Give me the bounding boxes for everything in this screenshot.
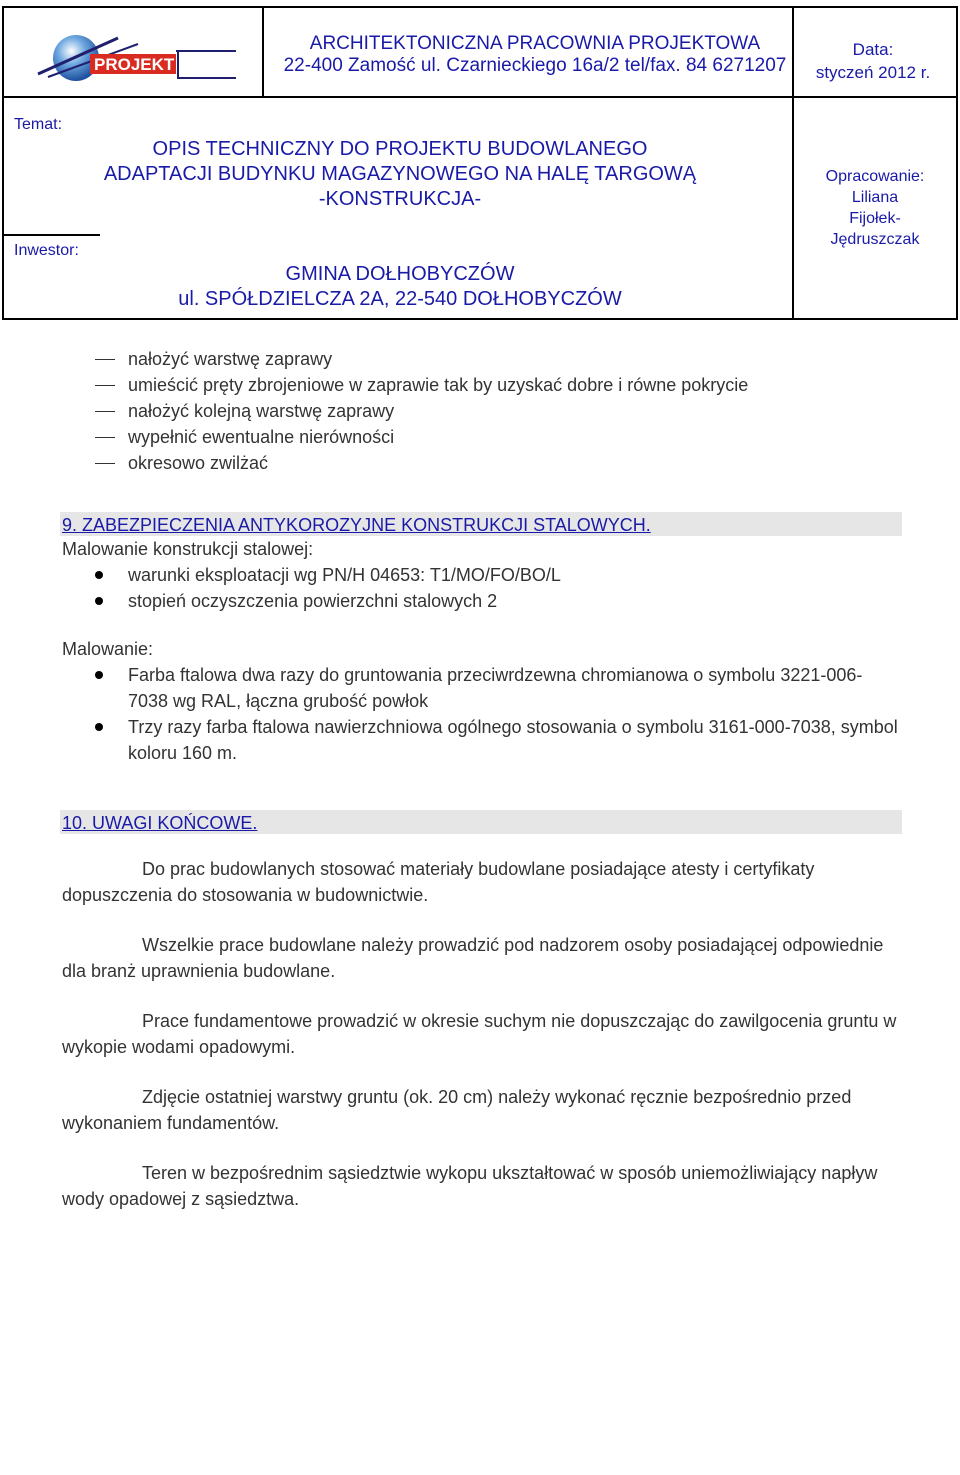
investor-info: [90, 262, 710, 312]
list-item-text: stopień oczyszczenia powierzchni stalowych 2: [128, 591, 498, 611]
malowanie-label: Malowanie:: [62, 639, 154, 659]
divider: [4, 96, 956, 98]
list-item-text: nałożyć warstwę zaprawy: [128, 349, 333, 369]
bullet-marker: [95, 671, 103, 679]
logo-text: PROJEKT: [94, 55, 175, 74]
document-body: [62, 346, 902, 1212]
dash-marker: [95, 385, 115, 386]
dash-list: [62, 346, 902, 476]
date-label: Data:: [852, 40, 894, 59]
author-label: Opracowanie:: [825, 168, 925, 185]
title-line-3: -KONSTRUKCJA-: [318, 188, 482, 210]
bullet-marker: [95, 723, 103, 731]
paragraph: Zdjęcie ostatniej warstwy gruntu (ok. 20 cm) należy wykonać ręcznie bezpośrednio przed wykonaniem fundamentów.: [62, 1087, 852, 1133]
list-item: [62, 714, 902, 766]
list-item: [62, 450, 902, 476]
title-line-1: OPIS TECHNICZNY DO PROJEKTU BUDOWLANEGO: [152, 138, 648, 160]
list-item-text: Trzy razy farba ftalowa nawierzchniowa ogólnego stosowania o symbolu 3161-000-7038, symbol koloru 160 m.: [128, 717, 898, 763]
firm-address: 22-400 Zamość ul. Czarnieckiego 16a/2 tel/fax. 84 6271207: [283, 55, 787, 76]
list-item: [62, 588, 902, 614]
dash-marker: [95, 359, 115, 360]
author-line-1: Liliana: [851, 189, 899, 206]
firm-name: ARCHITEKTONICZNA PRACOWNIA PROJEKTOWA: [309, 33, 761, 54]
bullet-marker: [95, 597, 103, 605]
section-9-heading: 9. ZABEZPIECZENIA ANTYKOROZYJNE KONSTRUKCJI STALOWYCH.: [60, 512, 902, 536]
document-title: [20, 137, 780, 212]
paragraph: Teren w bezpośrednim sąsiedztwie wykopu ukształtować w sposób uniemożliwiający napływ wody opadowej z sąsiedztwa.: [62, 1163, 878, 1209]
list-item-text: Farba ftalowa dwa razy do gruntowania przeciwrdzewna chromianowa o symbolu 3221-006-7038 wg RAL, łączna grubość powłok: [128, 665, 863, 711]
author-block: [792, 166, 958, 250]
list-item: [62, 398, 902, 424]
list-item: [62, 424, 902, 450]
bullet-list-2: [62, 662, 902, 766]
dash-marker: [95, 411, 115, 412]
list-item-text: okresowo zwilżać: [128, 453, 269, 473]
bullet-list-1: [62, 562, 902, 614]
divider: [4, 234, 100, 236]
section-10-heading: 10. UWAGI KOŃCOWE.: [60, 810, 902, 834]
firm-info: [280, 33, 790, 77]
list-item-text: umieścić pręty zbrojeniowe w zaprawie tak by uzyskać dobre i równe pokrycie: [128, 375, 749, 395]
section-9-intro: Malowanie konstrukcji stalowej:: [62, 539, 314, 559]
list-item: [62, 562, 902, 588]
list-item: [62, 372, 902, 398]
paragraph: Do prac budowlanych stosować materiały budowlane posiadające atesty i certyfikaty dopuszczenia do stosowania w budownictwie.: [62, 859, 815, 905]
investor-name: GMINA DOŁHOBYCZÓW: [285, 263, 515, 285]
title-line-2: ADAPTACJI BUDYNKU MAGAZYNOWEGO NA HALĘ TARGOWĄ: [103, 163, 697, 185]
list-item-text: warunki eksploatacji wg PN/H 04653: T1/MO/FO/BO/L: [128, 565, 561, 585]
list-item: [62, 662, 902, 714]
dash-marker: [95, 463, 115, 464]
author-line-2: Fijołek-: [849, 210, 901, 227]
temat-label: Temat:: [14, 116, 63, 133]
inwestor-label: Inwestor:: [14, 242, 79, 259]
dash-marker: [95, 437, 115, 438]
investor-address: ul. SPÓŁDZIELCZA 2A, 22-540 DOŁHOBYCZÓW: [178, 288, 622, 310]
list-item-text: wypełnić ewentualne nierówności: [128, 427, 395, 447]
date-value: styczeń 2012 r.: [815, 63, 931, 82]
list-item-text: nałożyć kolejną warstwę zaprawy: [128, 401, 395, 421]
company-logo: [28, 32, 264, 84]
bullet-marker: [95, 571, 103, 579]
paragraph: Wszelkie prace budowlane należy prowadzić pod nadzorem osoby posiadającej odpowiednie dla branż uprawnienia budowlane.: [62, 935, 884, 981]
paragraph: Prace fundamentowe prowadzić w okresie suchym nie dopuszczając do zawilgocenia gruntu w wykopie wodami opadowymi.: [62, 1011, 897, 1057]
date-block: [790, 38, 956, 84]
list-item: [62, 346, 902, 372]
author-line-3: Jędruszczak: [830, 231, 920, 248]
